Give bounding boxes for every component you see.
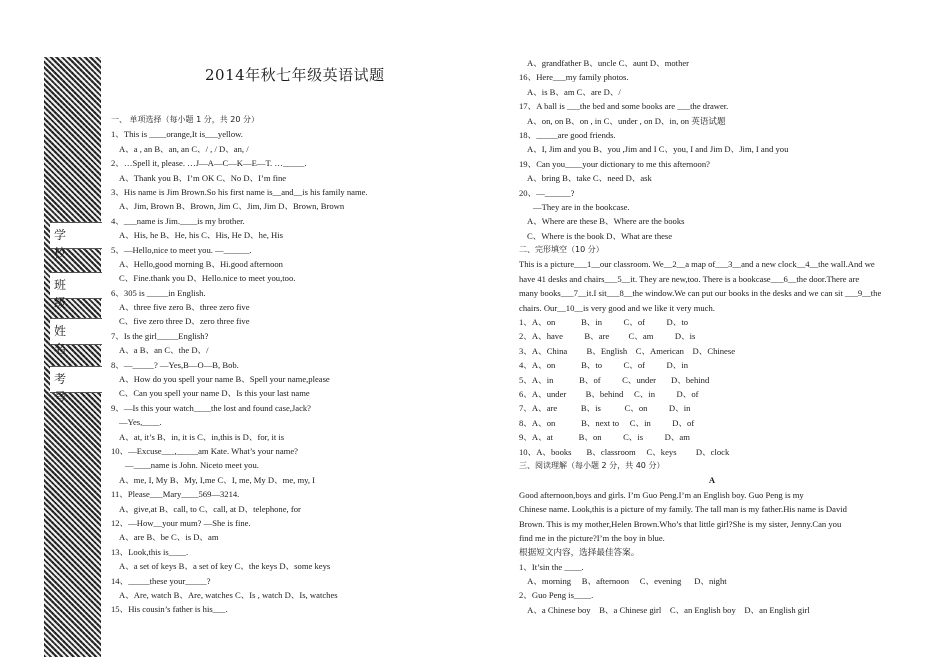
question-line: 20、—______? — [519, 187, 575, 198]
question-line: 11、Please___Mary____569—3214. — [111, 489, 240, 500]
question-line: A、three five zero B、three zero five — [119, 302, 250, 313]
question-line: —Yes,____. — [119, 417, 162, 428]
question-line: 10、—Excuse___,_____am Kate. What’s your name? — [111, 445, 298, 456]
question-line: 13、Look,this is____. — [111, 546, 189, 557]
question-line: 19、Can you____your dictionary to me this afternoon? — [519, 158, 710, 169]
passage-line: find me in the picture?I’m the boy in blue. — [519, 532, 665, 543]
question-line: A、bring B、take C、need D、ask — [527, 173, 652, 184]
passage-line: Brown. This is my mother,Helen Brown.Who’s that little girl?She is my sister, Jenny.Can you — [519, 518, 842, 529]
question-line: C、Fine.thank you D、Hello.nice to meet you,too. — [119, 273, 296, 284]
question-line: A、is B、am C、are D、/ — [527, 86, 621, 97]
question-line: 18、_____are good friends. — [519, 129, 616, 140]
cloze-option-line: 5、A、in B、of C、under D、behind — [519, 374, 710, 385]
question-line: A、at, it’s B、in, it is C、in,this is D、for, it is — [119, 431, 285, 442]
question-line: 5、—Hello,nice to meet you. —______. — [111, 244, 252, 255]
question-line: A、grandfather B、uncle C、aunt D、mother — [527, 58, 690, 68]
question-line: A、a set of keys B、a set of key C、the keys D、some keys — [119, 561, 331, 572]
page-title: 2014年秋七年级英语试题 — [205, 66, 385, 84]
reading-option-line: A、morning B、afternoon C、evening D、night — [519, 576, 727, 587]
question-line: A、are B、be C、is D、am — [119, 532, 219, 543]
question-line: 14、_____these your_____? — [111, 575, 211, 586]
label-exam-number: 考 号 — [54, 372, 85, 404]
passage-line: have 41 desks and chairs___5__it. They are new,too. There is a bookcase___6__the door.There are — [519, 273, 860, 284]
question-line: A、How do you spell your name B、Spell your name,please — [119, 374, 330, 385]
passage-line: many books___7__it.I sit___8__the window.We can put our books in the desks and we can sit ___9__the — [519, 288, 882, 299]
question-line: A、on, on B、on , in C、under , on D、in, on 英语试题 — [527, 115, 726, 126]
question-line: 17、A ball is ___the bed and some books are ___the drawer. — [519, 101, 729, 112]
question-line: A、a B、an C、the D、/ — [119, 345, 209, 356]
cloze-passage — [519, 257, 905, 315]
cloze-option-line: 1、A、on B、in C、of D、to — [519, 317, 689, 328]
passage-line: chairs. Our__10__is very good and we like it very much. — [519, 302, 715, 313]
question-line: 4、___name is Jim.____is my brother. — [111, 215, 245, 226]
cloze-option-line: 6、A、under B、behind C、in D、of — [519, 388, 699, 399]
cloze-option-line: 9、A、at B、on C、is D、am — [519, 432, 690, 443]
cloze-option-line: 3、A、China B、English C、American D、Chinese — [519, 345, 736, 356]
question-line: 7、Is the girl_____English? — [111, 330, 209, 341]
question-line: A、me, I, My B、My, I,me C、I, me, My D、me, my, I — [119, 474, 316, 485]
question-line: A、give,at B、call, to C、call, at D、telephone, for — [119, 503, 301, 514]
question-line: 一、 单项选择（每小题 1 分，共 20 分） — [111, 115, 259, 124]
cloze-option-line: 7、A、are B、is C、on D、in — [519, 403, 691, 414]
right-top-block — [519, 56, 905, 257]
cloze-option-line: 2、A、have B、are C、am D、is — [519, 331, 696, 342]
passage-line: Chinese name. Look,this is a picture of my family. The tall man is my father.His name is David — [519, 504, 847, 515]
reading-passage — [519, 488, 905, 546]
cloze-options — [519, 315, 905, 459]
cloze-option-line: 10、A、books B、classroom C、keys D、clock — [519, 446, 730, 457]
reading-question-line: 2、Guo Peng is____. — [519, 590, 594, 601]
question-line: C、Where is the book D、What are these — [527, 230, 673, 241]
passage-line: Good afternoon,boys and girls. I’m Guo Peng.I’m an English boy. Guo Peng is my — [519, 489, 804, 500]
question-line: C、Can you spell your name D、Is this your last name — [119, 388, 310, 399]
reading-section-header: 三、阅读理解（每小题 2 分，共 40 分） — [519, 460, 665, 470]
question-line: 15、His cousin’s father is his___. — [111, 604, 228, 615]
question-line: A、Thank you B、I’m OK C、No D、I’m fine — [119, 172, 287, 183]
question-line: —They are in the bookcase. — [533, 201, 630, 212]
question-line: —____name is John. Niceto meet you. — [125, 460, 259, 471]
left-column — [111, 113, 516, 617]
question-line: 3、His name is Jim Brown.So his first name is__and__is his family name. — [111, 186, 368, 197]
reading-question-line: 1、It’sin the ____. — [519, 561, 584, 572]
question-line: 二、完形填空（10 分） — [519, 245, 604, 255]
question-line: A、Are, watch B、Are, watches C、Is , watch D、Is, watches — [119, 589, 338, 600]
question-line: 8、—_____? —Yes,B—O—B, Bob. — [111, 359, 239, 370]
label-school: 学 校 — [54, 228, 85, 260]
question-line: A、Where are these B、Where are the books — [527, 216, 685, 227]
question-line: A、Hello,good morning B、Hi.good afternoon — [119, 258, 283, 269]
question-line: 9、—Is this your watch____the lost and found case,Jack? — [111, 402, 311, 413]
passage-line: This is a picture___1__our classroom. We__2__a map of___3__and a new clock__4__the wall.And we — [519, 259, 875, 270]
question-line: 1、This is ____orange,It is___yellow. — [111, 129, 243, 140]
label-class: 班 级 — [54, 278, 85, 310]
question-line: A、a , an B、an, an C、/ , / D、an, / — [119, 143, 249, 154]
question-line: 16、Here___my family photos. — [519, 72, 629, 83]
cloze-option-line: 4、A、on B、to C、of D、in — [519, 360, 689, 371]
question-line: 12、—How__your mum? —She is fine. — [111, 517, 251, 528]
question-line: A、Jim, Brown B、Brown, Jim C、Jim, Jim D、Brown, Brown — [119, 201, 345, 212]
question-line: A、I, Jim and you B、you ,Jim and I C、you, I and Jim D、Jim, I and you — [527, 144, 789, 155]
cloze-option-line: 8、A、on B、next to C、in D、of — [519, 417, 695, 428]
label-name: 姓 名 — [54, 324, 85, 356]
right-column — [519, 56, 905, 617]
question-line: C、five zero three D、zero three five — [119, 316, 250, 327]
reading-instruction: 根据短文内容，选择最佳答案。 — [519, 547, 640, 558]
question-line: 2、…Spell it, please. …J—A—C—K—E—T. …_____. — [111, 158, 307, 169]
reading-passage-letter: A — [708, 475, 716, 486]
question-line: A、His, he B、He, his C、His, He D、he, His — [119, 230, 283, 241]
reading-option-line: A、a Chinese boy B、a Chinese girl C、an English boy D、an English girl — [519, 604, 810, 615]
question-line: 6、305 is _____in English. — [111, 287, 206, 298]
